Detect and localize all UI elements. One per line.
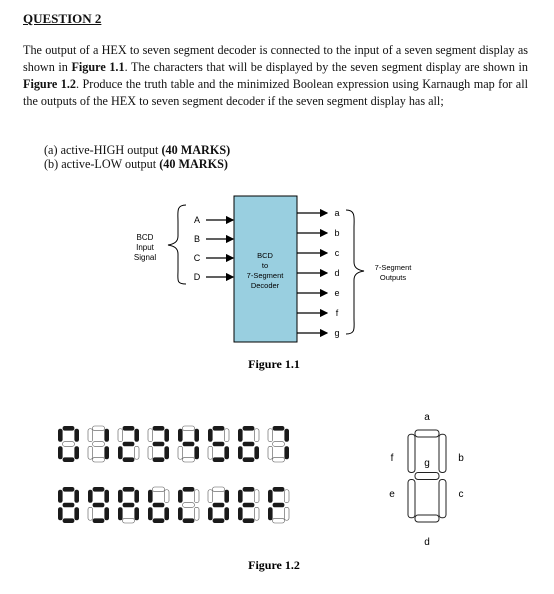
segment-d — [213, 457, 225, 462]
display-char-4 — [178, 426, 199, 462]
segment-f — [148, 429, 153, 442]
segment-c — [74, 507, 79, 520]
segment-c — [284, 507, 289, 520]
segment-b — [224, 429, 229, 442]
output-c: c — [334, 248, 340, 258]
segment-label-g: g — [424, 458, 430, 469]
segment-a — [123, 426, 135, 431]
display-char-C — [178, 487, 199, 523]
segment-label-b: b — [458, 453, 464, 464]
segment-g — [93, 503, 105, 508]
segment-e — [58, 446, 63, 459]
segment-f — [238, 429, 243, 442]
segment-a — [273, 487, 285, 492]
segment-b — [194, 429, 199, 442]
segment-b — [164, 429, 169, 442]
segment-b — [224, 490, 229, 503]
display-char-5 — [208, 426, 229, 462]
segment-b — [74, 429, 79, 442]
segment-e — [208, 446, 213, 459]
item-a-marks: (40 MARKS) — [161, 143, 231, 157]
segment-e — [208, 507, 213, 520]
segment-e — [118, 446, 123, 459]
segment-e — [238, 446, 243, 459]
segment-b — [284, 429, 289, 442]
output-d: d — [334, 268, 340, 278]
input-A: A — [193, 215, 201, 225]
segment-b — [194, 490, 199, 503]
segment-c — [224, 507, 229, 520]
segment-d — [123, 518, 135, 523]
big-segment-f — [408, 434, 415, 472]
segment-g — [273, 442, 285, 447]
output-f: f — [335, 308, 339, 318]
segment-e — [58, 507, 63, 520]
segment-a — [183, 487, 195, 492]
segment-e — [148, 507, 153, 520]
segment-b — [254, 429, 259, 442]
figure-1-1-caption: Figure 1.1 — [248, 357, 300, 371]
segment-c — [134, 507, 139, 520]
bcd-input-label-1: BCD — [136, 233, 154, 242]
display-char-2 — [118, 426, 139, 462]
display-char-3 — [148, 426, 169, 462]
display-char-0 — [58, 426, 79, 462]
segment-b — [104, 429, 109, 442]
segment-f — [238, 490, 243, 503]
decoder-label-4: Decoder — [250, 281, 280, 290]
segment-c — [104, 507, 109, 520]
figure-1-2-characters — [58, 426, 289, 523]
input-C: C — [193, 253, 201, 263]
segment-a — [213, 426, 225, 431]
display-char-7 — [268, 426, 289, 462]
output-b: b — [334, 228, 340, 238]
segment-d — [153, 457, 165, 462]
segment-f — [118, 490, 123, 503]
segment-c — [284, 446, 289, 459]
segment-c — [224, 446, 229, 459]
segment-d — [123, 457, 135, 462]
segment-a — [243, 426, 255, 431]
input-brace — [168, 205, 186, 284]
display-char-b — [148, 487, 169, 523]
segment-d — [183, 518, 195, 523]
big-segment-a — [415, 430, 439, 437]
item-b-marks: (40 MARKS) — [159, 157, 228, 171]
outputs-label-2: Outputs — [379, 273, 407, 282]
output-g: g — [334, 328, 340, 338]
segment-d — [243, 518, 255, 523]
segment-a — [93, 426, 105, 431]
segment-c — [104, 446, 109, 459]
segment-d — [243, 457, 255, 462]
segment-g — [213, 503, 225, 508]
para-text-2: . The characters that will be displayed by the seven segment display are shown in — [124, 60, 528, 74]
segment-f — [58, 490, 63, 503]
item-a-text: (a) active-HIGH output — [44, 143, 162, 157]
segment-b — [134, 490, 139, 503]
segment-g — [153, 442, 165, 447]
segment-c — [194, 507, 199, 520]
segment-d — [153, 518, 165, 523]
segment-e — [88, 446, 93, 459]
para-figure-ref-1: Figure 1.1 — [71, 60, 125, 74]
display-char-6 — [238, 426, 259, 462]
segment-a — [153, 487, 165, 492]
segment-d — [93, 518, 105, 523]
segment-g — [273, 503, 285, 508]
big-segment-d — [415, 515, 439, 522]
segment-label-e: e — [389, 489, 395, 500]
question-title: QUESTION 2 — [23, 11, 102, 26]
segment-b — [74, 490, 79, 503]
segment-f — [118, 429, 123, 442]
output-e: e — [334, 288, 340, 298]
big-segment-c — [439, 480, 446, 518]
segment-c — [164, 507, 169, 520]
segment-label-f: f — [390, 453, 394, 464]
segment-b — [284, 490, 289, 503]
segment-a — [63, 487, 75, 492]
segment-g — [213, 442, 225, 447]
segment-e — [268, 507, 273, 520]
decoder-label-1: BCD — [257, 251, 273, 260]
figure-1-2-caption: Figure 1.2 — [248, 558, 300, 572]
display-char-F — [268, 487, 289, 523]
segment-e — [268, 446, 273, 459]
segment-d — [183, 457, 195, 462]
labeled-seven-segment-display — [408, 430, 446, 522]
segment-f — [178, 490, 183, 503]
segment-g — [243, 503, 255, 508]
display-char-8 — [58, 487, 79, 523]
segment-g — [243, 442, 255, 447]
segment-e — [88, 507, 93, 520]
segment-c — [134, 446, 139, 459]
segment-c — [74, 446, 79, 459]
bcd-input-label-2: Input — [136, 243, 154, 252]
decoder-outputs — [297, 208, 340, 338]
segment-e — [118, 507, 123, 520]
segment-g — [183, 442, 195, 447]
big-segment-g — [415, 473, 439, 480]
segment-d — [63, 518, 75, 523]
segment-label-c: c — [458, 489, 464, 500]
segment-b — [104, 490, 109, 503]
input-D: D — [193, 272, 201, 282]
para-figure-ref-2: Figure 1.2 — [23, 77, 76, 91]
input-B: B — [193, 234, 201, 244]
display-char-d — [208, 487, 229, 523]
segment-e — [178, 507, 183, 520]
segment-d — [213, 518, 225, 523]
output-a: a — [334, 208, 340, 218]
bcd-input-label-3: Signal — [133, 253, 157, 262]
segment-b — [164, 490, 169, 503]
display-char-E — [238, 487, 259, 523]
segment-d — [273, 518, 285, 523]
segment-f — [208, 490, 213, 503]
segment-a — [213, 487, 225, 492]
segment-a — [93, 487, 105, 492]
segment-a — [243, 487, 255, 492]
segment-c — [254, 446, 259, 459]
outputs-label-1: 7-Segment — [374, 263, 412, 272]
segment-label-a: a — [424, 412, 430, 423]
segment-g — [63, 503, 75, 508]
display-char-9 — [88, 487, 109, 523]
segment-g — [123, 503, 135, 508]
display-char-A — [118, 487, 139, 523]
segment-f — [88, 429, 93, 442]
segment-f — [148, 490, 153, 503]
para-text-3: . Produce the truth table and the minimized Boolean expression using Karnaugh map for all the outputs of the HEX to seven segment decoder if the seven segment display has all; — [23, 77, 528, 108]
segment-g — [153, 503, 165, 508]
segment-g — [93, 442, 105, 447]
segment-d — [93, 457, 105, 462]
segment-e — [238, 507, 243, 520]
segment-a — [183, 426, 195, 431]
segment-f — [268, 429, 273, 442]
segment-a — [153, 426, 165, 431]
segment-f — [88, 490, 93, 503]
segment-c — [194, 446, 199, 459]
segment-a — [123, 487, 135, 492]
segment-b — [134, 429, 139, 442]
segment-g — [123, 442, 135, 447]
segment-f — [58, 429, 63, 442]
segment-b — [254, 490, 259, 503]
segment-g — [183, 503, 195, 508]
segment-e — [148, 446, 153, 459]
big-segment-e — [408, 480, 415, 518]
segment-d — [273, 457, 285, 462]
decoder-label-3: 7-Segment — [246, 271, 284, 280]
segment-a — [63, 426, 75, 431]
item-b-text: (b) active-LOW output — [44, 157, 160, 171]
segment-f — [268, 490, 273, 503]
big-segment-b — [439, 434, 446, 472]
segment-g — [63, 442, 75, 447]
segment-e — [178, 446, 183, 459]
segment-d — [63, 457, 75, 462]
segment-f — [208, 429, 213, 442]
segment-label-d: d — [424, 537, 430, 548]
para-text-1: The output of a HEX to seven segment decoder is connected to the input of a seven segment display as shown in — [23, 43, 528, 74]
display-char-1 — [88, 426, 109, 462]
segment-f — [178, 429, 183, 442]
segment-c — [164, 446, 169, 459]
segment-a — [273, 426, 285, 431]
output-brace — [346, 210, 364, 334]
decoder-label-2: to — [261, 261, 269, 270]
segment-c — [254, 507, 259, 520]
